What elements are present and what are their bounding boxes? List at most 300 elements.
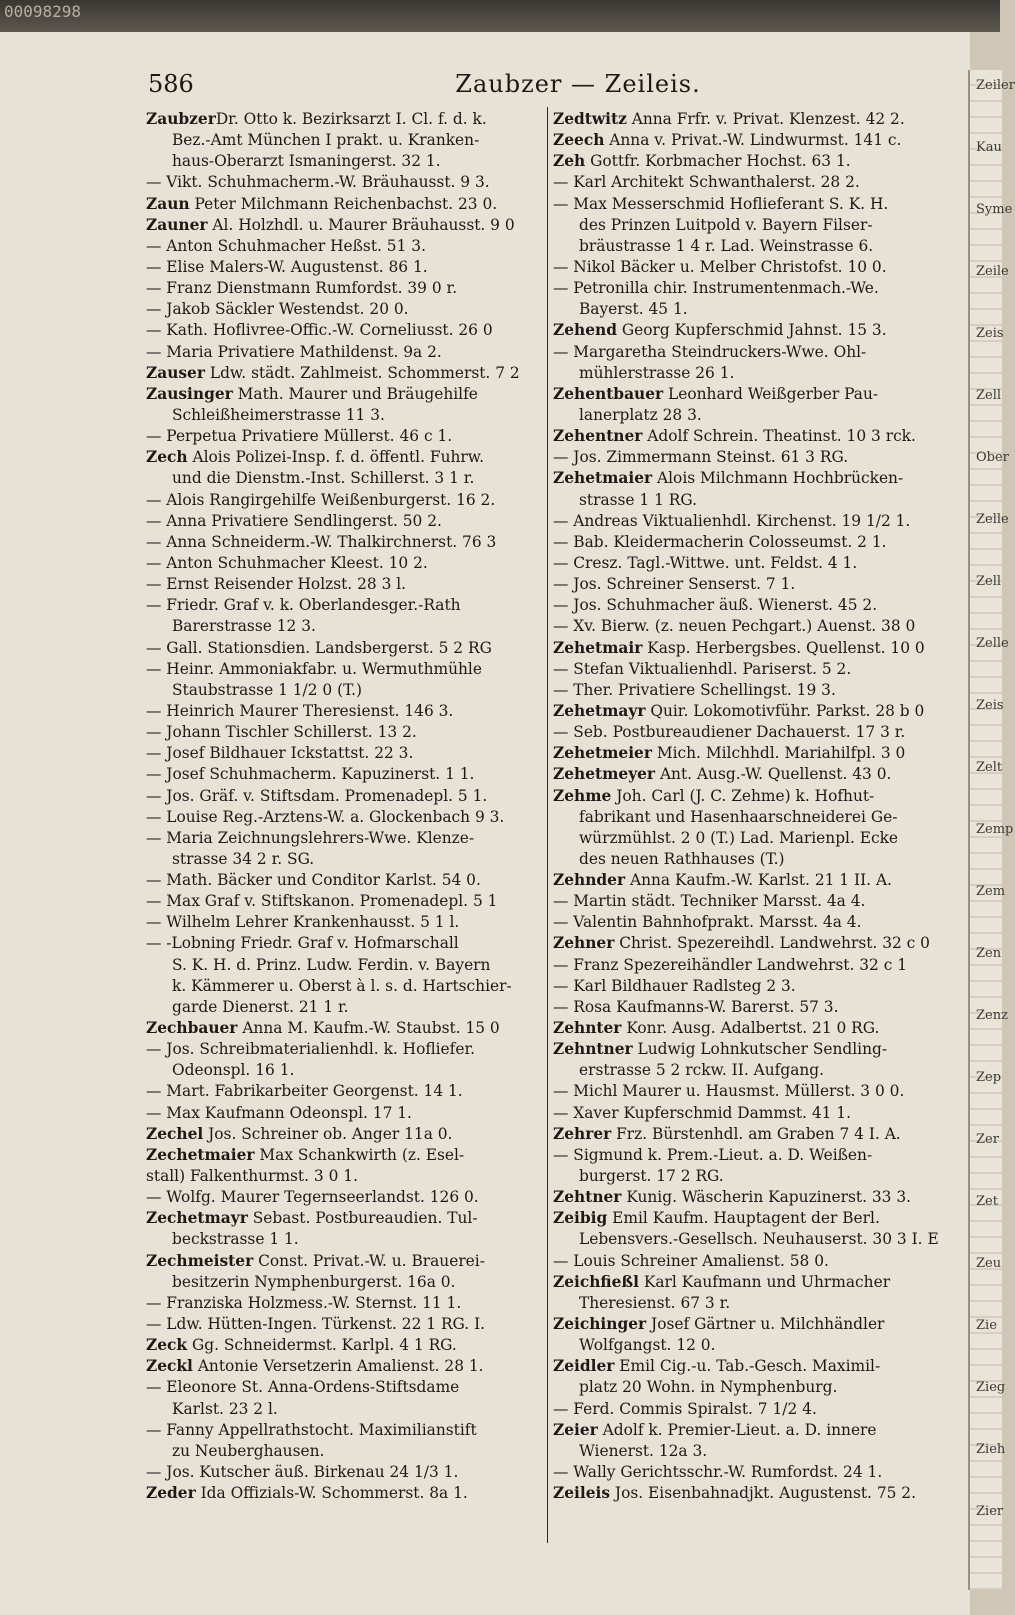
- column-divider: [547, 107, 548, 1543]
- directory-entry-line: [553, 490, 948, 511]
- entry-text: — Anton Schuhmacher Heßst. 51 3.: [146, 236, 426, 255]
- entry-text: — Petronilla chir. Instrumentenmach.-We.: [553, 279, 879, 298]
- directory-entry-line: [146, 490, 541, 511]
- directory-entry-line: [146, 553, 541, 574]
- directory-entry-line: [146, 1251, 541, 1272]
- entry-text: — Josef Schuhmacherm. Kapuzinerst. 1 1.: [146, 765, 475, 784]
- directory-entry-line: [553, 1145, 948, 1166]
- entry-text: würzmühlst. 2 0 (T.) Lad. Marienpl. Ecke: [579, 828, 899, 847]
- entry-text: Adolf k. Premier-Lieut. a. D. innere: [597, 1420, 877, 1439]
- directory-entry-line: [146, 1356, 541, 1377]
- surname-heading: Zeileis: [553, 1484, 611, 1503]
- surname-heading: Zechetmayr: [146, 1209, 248, 1228]
- entry-text: Lebensvers.-Gesellsch. Neuhauserst. 30 3 I. E: [579, 1230, 939, 1249]
- directory-entry-line: [553, 849, 948, 870]
- entry-text: Math. Maurer und Bräugehilfe: [232, 384, 478, 403]
- entry-text: — Johann Tischler Schillerst. 13 2.: [146, 723, 417, 742]
- surname-heading: Zechel: [146, 1124, 204, 1143]
- surname-heading: Zechbauer: [146, 1019, 238, 1038]
- directory-entry-line: [553, 574, 948, 595]
- directory-entry-line: [146, 215, 541, 236]
- directory-entry-line: [146, 638, 541, 659]
- entry-text: — Friedr. Graf v. k. Oberlandesger.-Rath: [146, 596, 461, 615]
- directory-entry-line: [553, 172, 948, 193]
- entry-text: — Wolfg. Maurer Tegernseerlandst. 126 0.: [146, 1188, 479, 1207]
- entry-text: Adolf Schrein. Theatinst. 10 3 rck.: [642, 427, 916, 446]
- entry-text: Dr. Otto k. Bezirksarzt I. Cl. f. d. k.: [215, 110, 487, 128]
- directory-entry-line: [146, 1335, 541, 1356]
- entry-text: — Anton Schuhmacher Kleest. 10 2.: [146, 553, 428, 572]
- directory-entry-line: [553, 320, 948, 341]
- directory-entry-line: [553, 1103, 948, 1124]
- edge-fragment: Zelt: [976, 760, 1003, 775]
- edge-fragment: Syme: [976, 202, 1013, 217]
- directory-entry-line: [146, 1229, 541, 1250]
- entry-text: — Jos. Zimmermann Steinst. 61 3 RG.: [553, 448, 849, 467]
- surname-heading: Zeichfießl: [553, 1272, 639, 1291]
- directory-entry-line: [553, 870, 948, 891]
- entry-text: Max Schankwirth (z. Esel-: [254, 1145, 465, 1164]
- directory-entry-line: [553, 299, 948, 320]
- surname-heading: Zehend: [553, 321, 617, 340]
- directory-entry-line: [553, 109, 948, 130]
- entry-text: Mich. Milchhdl. Mariahilfpl. 3 0: [651, 744, 906, 763]
- entry-text: — Math. Bäcker und Conditor Karlst. 54 0.: [146, 871, 481, 890]
- edge-fragment: Kau: [976, 140, 1002, 155]
- entry-text: k. Kämmerer u. Oberst à l. s. d. Hartschier-: [172, 976, 512, 995]
- entry-text: — Louise Reg.-Arztens-W. a. Glockenbach 9 3.: [146, 807, 505, 826]
- surname-heading: Zechmeister: [146, 1251, 254, 1270]
- surname-heading: Zehentner: [553, 427, 643, 446]
- surname-heading: Zauner: [146, 215, 208, 234]
- entry-text: — Stefan Viktualienhdl. Pariserst. 5 2.: [553, 659, 852, 678]
- directory-entry-line: [146, 1399, 541, 1420]
- entry-text: Const. Privat.-W. u. Brauerei-: [253, 1251, 485, 1270]
- directory-entry-line: [146, 997, 541, 1018]
- directory-entry-line: [146, 764, 541, 785]
- directory-entry-line: [553, 1018, 948, 1039]
- directory-entry-line: [146, 426, 541, 447]
- surname-heading: Zeckl: [146, 1357, 193, 1376]
- directory-entry-line: [146, 1018, 541, 1039]
- directory-entry-line: [146, 194, 541, 215]
- directory-entry-line: [146, 130, 541, 151]
- entry-text: — Valentin Bahnhofprakt. Marsst. 4a 4.: [553, 913, 862, 932]
- directory-entry-line: [146, 532, 541, 553]
- directory-entry-line: [146, 933, 541, 954]
- entry-text: platz 20 Wohn. in Nymphenburg.: [579, 1378, 838, 1397]
- directory-entry-line: [146, 384, 541, 405]
- directory-entry-line: [146, 891, 541, 912]
- edge-fragment: Zep: [976, 1070, 1002, 1085]
- directory-entry-line: [146, 1166, 541, 1187]
- entry-text: und die Dienstm.-Inst. Schillerst. 3 1 r.: [172, 469, 475, 488]
- directory-entry-line: [146, 151, 541, 172]
- entry-text: Antonie Versetzerin Amalienst. 28 1.: [192, 1357, 484, 1376]
- surname-heading: Zeder: [146, 1484, 196, 1503]
- entry-text: Peter Milchmann Reichenbachst. 23 0.: [189, 194, 498, 213]
- entry-text: Staubstrasse 1 1/2 0 (T.): [172, 680, 363, 699]
- entry-text: Gottfr. Korbmacher Hochst. 63 1.: [585, 152, 851, 171]
- directory-entry-line: [553, 1187, 948, 1208]
- directory-entry-line: [146, 1081, 541, 1102]
- entry-text: — Rosa Kaufmanns-W. Barerst. 57 3.: [553, 997, 839, 1016]
- entry-text: — Max Graf v. Stiftskanon. Promenadepl. 5 1: [146, 892, 498, 911]
- directory-entry-line: [146, 511, 541, 532]
- directory-entry-line: [146, 1124, 541, 1145]
- directory-entry-line: [553, 638, 948, 659]
- page-header: [148, 70, 918, 104]
- directory-entry-line: [146, 236, 541, 257]
- directory-entry-line: [146, 257, 541, 278]
- entry-text: Jos. Schreiner ob. Anger 11a 0.: [203, 1124, 453, 1143]
- directory-entry-line: [553, 194, 948, 215]
- entry-text: des neuen Rathhauses (T.): [579, 849, 785, 868]
- page-number: 586: [148, 70, 194, 98]
- directory-entry-line: [553, 976, 948, 997]
- entry-text: Ida Offizials-W. Schommerst. 8a 1.: [195, 1484, 468, 1503]
- entry-text: beckstrasse 1 1.: [172, 1230, 299, 1249]
- directory-entry-line: [553, 1356, 948, 1377]
- entry-text: lanerplatz 28 3.: [579, 405, 702, 424]
- entry-text: haus-Oberarzt Ismaningerst. 32 1.: [172, 152, 441, 171]
- entry-text: — Xv. Bierw. (z. neuen Pechgart.) Auenst. 38 0: [553, 617, 916, 636]
- directory-entry-line: [553, 595, 948, 616]
- entry-text: Sebast. Postbureaudien. Tul-: [247, 1209, 478, 1228]
- entry-text: Emil Cig.-u. Tab.-Gesch. Maximil-: [614, 1357, 881, 1376]
- entry-text: — Wally Gerichtsschr.-W. Rumfordst. 24 1.: [553, 1463, 883, 1481]
- entry-text: — Franz Spezereihändler Landwehrst. 32 c 1: [553, 955, 908, 974]
- scan-code: 00098298: [4, 2, 82, 21]
- surname-heading: Zausinger: [146, 384, 233, 403]
- entry-text: Odeonspl. 16 1.: [172, 1061, 295, 1080]
- directory-entry-line: [146, 320, 541, 341]
- directory-entry-line: [146, 1483, 541, 1504]
- directory-entry-line: [553, 1377, 948, 1398]
- directory-entry-line: [553, 955, 948, 976]
- directory-entry-line: [553, 363, 948, 384]
- entry-text: Anna Frfr. v. Privat. Klenzest. 42 2.: [626, 110, 905, 128]
- entry-text: Ant. Ausg.-W. Quellenst. 43 0.: [655, 765, 892, 784]
- edge-fragment: Zell: [976, 388, 1002, 403]
- entry-text: — Vikt. Schuhmacherm.-W. Bräuhausst. 9 3.: [146, 173, 490, 192]
- directory-entry-line: [553, 1251, 948, 1272]
- entry-text: strasse 34 2 r. SG.: [172, 849, 315, 868]
- surname-heading: Zeck: [146, 1336, 188, 1355]
- entry-text: — Max Kaufmann Odeonspl. 17 1.: [146, 1103, 412, 1122]
- entry-text: — Anna Schneiderm.-W. Thalkirchnerst. 76 3: [146, 532, 497, 551]
- entry-text: — Seb. Postbureaudiener Dachauerst. 17 3 r.: [553, 723, 906, 742]
- entry-text: — Andreas Viktualienhdl. Kirchenst. 19 1/2 1.: [553, 511, 911, 530]
- entry-text: Jos. Eisenbahnadjkt. Augustenst. 75 2.: [610, 1484, 916, 1503]
- directory-entry-line: [146, 1377, 541, 1398]
- entry-text: Christ. Spezereihdl. Landwehrst. 32 c 0: [614, 934, 930, 953]
- entry-text: — Maria Zeichnungslehrers-Wwe. Klenze-: [146, 828, 475, 847]
- directory-entry-line: [553, 532, 948, 553]
- directory-entry-line: [146, 109, 541, 130]
- entry-text: — Sigmund k. Prem.-Lieut. a. D. Weißen-: [553, 1145, 873, 1164]
- edge-fragment: Zenz: [976, 1008, 1008, 1023]
- edge-fragment: Zelle: [976, 512, 1009, 527]
- edge-fragment: Zeis: [976, 326, 1004, 341]
- directory-entry-line: [553, 807, 948, 828]
- directory-entry-line: [146, 722, 541, 743]
- entry-text: — Ernst Reisender Holzst. 28 3 l.: [146, 575, 407, 594]
- directory-entry-line: [553, 257, 948, 278]
- entry-text: — Gall. Stationsdien. Landsbergerst. 5 2 RG: [146, 638, 492, 657]
- edge-fragment: Zet: [976, 1194, 998, 1209]
- entry-text: Gg. Schneidermst. Karlpl. 4 1 RG.: [187, 1336, 457, 1355]
- directory-entry-line: [553, 342, 948, 363]
- directory-entry-line: [146, 659, 541, 680]
- entry-text: — Ferd. Commis Spiralst. 7 1/2 4.: [553, 1399, 817, 1418]
- edge-fragment: Zemp: [976, 822, 1014, 837]
- directory-entry-line: [146, 912, 541, 933]
- scan-top-strip: [0, 0, 1000, 32]
- entry-text: — -Lobning Friedr. Graf v. Hofmarschall: [146, 934, 459, 953]
- entry-text: — Maria Privatiere Mathildenst. 9a 2.: [146, 342, 442, 361]
- directory-entry-line: [146, 701, 541, 722]
- surname-heading: Zehetmaier: [553, 469, 653, 488]
- entry-text: — Elise Malers-W. Augustenst. 86 1.: [146, 257, 428, 276]
- entry-text: — Louis Schreiner Amalienst. 58 0.: [553, 1251, 829, 1270]
- directory-entry-line: [553, 680, 948, 701]
- directory-entry-line: [553, 511, 948, 532]
- entry-text: — Ldw. Hütten-Ingen. Türkenst. 22 1 RG. I.: [146, 1315, 486, 1334]
- directory-entry-line: [146, 574, 541, 595]
- directory-entry-line: [553, 997, 948, 1018]
- surname-heading: Zeier: [553, 1420, 598, 1439]
- directory-entry-line: [146, 299, 541, 320]
- directory-entry-line: [553, 1124, 948, 1145]
- entry-text: Wolfgangst. 12 0.: [579, 1336, 716, 1355]
- entry-text: Bayerst. 45 1.: [579, 300, 688, 319]
- surname-heading: Zeech: [553, 131, 605, 150]
- entry-text: burgerst. 17 2 RG.: [579, 1167, 724, 1186]
- entry-text: — Mart. Fabrikarbeiter Georgenst. 14 1.: [146, 1082, 463, 1101]
- entry-text: — Ther. Privatiere Schellingst. 19 3.: [553, 680, 836, 699]
- surname-heading: Zehme: [553, 786, 612, 805]
- entry-text: Theresienst. 67 3 r.: [579, 1293, 731, 1312]
- directory-entry-line: [146, 1187, 541, 1208]
- directory-entry-line: [553, 701, 948, 722]
- entry-text: Karl Kaufmann und Uhrmacher: [638, 1272, 891, 1291]
- entry-text: — Jos. Schreiner Senserst. 7 1.: [553, 575, 796, 594]
- entry-text: Anna v. Privat.-W. Lindwurmst. 141 c.: [604, 131, 902, 150]
- entry-text: — Eleonore St. Anna-Ordens-Stiftsdame: [146, 1378, 460, 1397]
- directory-entry-line: [146, 172, 541, 193]
- entry-text: bräustrasse 1 4 r. Lad. Weinstrasse 6.: [579, 236, 874, 255]
- entry-text: Alois Polizei-Insp. f. d. öffentl. Fuhrw.: [187, 448, 484, 467]
- entry-text: — Alois Rangirgehilfe Weißenburgerst. 16 2.: [146, 490, 496, 509]
- entry-text: Bez.-Amt München I prakt. u. Kranken-: [172, 131, 480, 150]
- surname-heading: Zehetmeier: [553, 744, 652, 763]
- directory-entry-line: [146, 1060, 541, 1081]
- surname-heading: Zehetmeyer: [553, 765, 656, 784]
- entry-text: Barerstrasse 12 3.: [172, 617, 316, 636]
- directory-entry-line: [146, 786, 541, 807]
- surname-heading: Zaun: [146, 194, 190, 213]
- directory-entry-line: [553, 1441, 948, 1462]
- entry-text: — Margaretha Steindruckers-Wwe. Ohl-: [553, 342, 867, 361]
- entry-text: — Heinr. Ammoniakfabr. u. Wermuthmühle: [146, 659, 482, 678]
- directory-entry-line: [146, 976, 541, 997]
- surname-heading: Zeh: [553, 152, 586, 171]
- directory-entry-line: [146, 849, 541, 870]
- directory-entry-line: [553, 151, 948, 172]
- directory-entry-line: [146, 955, 541, 976]
- entry-text: stall) Falkenthurmst. 3 0 1.: [146, 1167, 358, 1186]
- directory-entry-line: [553, 786, 948, 807]
- directory-entry-line: [553, 1399, 948, 1420]
- entry-text: besitzerin Nymphenburgerst. 16a 0.: [172, 1272, 456, 1291]
- entry-text: — Kath. Hoflivree-Offic.-W. Corneliusst. 26 0: [146, 321, 493, 340]
- directory-entry-line: [553, 659, 948, 680]
- entry-text: Al. Holzhdl. u. Maurer Bräuhausst. 9 0: [207, 215, 515, 234]
- directory-entry-line: [146, 680, 541, 701]
- entry-text: Joh. Carl (J. C. Zehme) k. Hofhut-: [611, 786, 875, 805]
- entry-text: Alois Milchmann Hochbrücken-: [652, 469, 904, 488]
- directory-entry-line: [146, 363, 541, 384]
- entry-text: — Josef Bildhauer Ickstattst. 22 3.: [146, 744, 414, 763]
- entry-text: — Franz Dienstmann Rumfordst. 39 0 r.: [146, 279, 458, 298]
- entry-text: Frz. Bürstenhdl. am Graben 7 4 I. A.: [611, 1124, 901, 1143]
- directory-entry-line: [553, 1483, 948, 1504]
- edge-fragment: Zeile: [976, 264, 1009, 279]
- entry-text: Wienerst. 12a 3.: [579, 1441, 708, 1460]
- surname-heading: Zehntner: [553, 1040, 633, 1059]
- entry-text: — Fanny Appellrathstocht. Maximilianstift: [146, 1420, 477, 1439]
- directory-entry-line: [553, 384, 948, 405]
- directory-entry-line: [553, 1039, 948, 1060]
- entry-text: — Anna Privatiere Sendlingerst. 50 2.: [146, 511, 442, 530]
- directory-entry-line: [146, 1420, 541, 1441]
- directory-entry-line: [553, 468, 948, 489]
- directory-entry-line: [553, 1208, 948, 1229]
- entry-text: Kasp. Herbergsbes. Quellenst. 10 0: [642, 638, 925, 657]
- entry-text: Anna Kaufm.-W. Karlst. 21 1 II. A.: [625, 871, 892, 890]
- directory-entry-line: [146, 743, 541, 764]
- entry-text: Georg Kupferschmid Jahnst. 15 3.: [616, 321, 887, 340]
- edge-fragment: Zem: [976, 884, 1006, 899]
- directory-entry-line: [553, 764, 948, 785]
- directory-entry-line: [146, 1103, 541, 1124]
- entry-text: — Karl Architekt Schwanthalerst. 28 2.: [553, 173, 860, 192]
- entry-text: erstrasse 5 2 rckw. II. Aufgang.: [579, 1061, 825, 1080]
- entry-text: Leonhard Weißgerber Pau-: [663, 384, 879, 403]
- directory-entry-line: [553, 722, 948, 743]
- surname-heading: Zehnder: [553, 871, 626, 890]
- surname-heading: Zehentbauer: [553, 384, 664, 403]
- edge-fragment: Zell: [976, 574, 1002, 589]
- directory-entry-line: [146, 1314, 541, 1335]
- directory-entry-line: [553, 891, 948, 912]
- entry-text: — Nikol Bäcker u. Melber Christofst. 10 0.: [553, 257, 887, 276]
- directory-entry-line: [553, 130, 948, 151]
- surname-heading: Zechetmaier: [146, 1145, 255, 1164]
- entry-text: — Michl Maurer u. Hausmst. Müllerst. 3 0 0.: [553, 1082, 905, 1101]
- entry-text: — Jos. Gräf. v. Stiftsdam. Promenadepl. 5 1.: [146, 786, 488, 805]
- directory-entry-line: [553, 236, 948, 257]
- surname-heading: Zeibig: [553, 1209, 608, 1228]
- edge-fragment: Zelle: [976, 636, 1009, 651]
- next-page-edge: [968, 70, 1015, 1590]
- directory-entry-line: [146, 807, 541, 828]
- entry-text: — Franziska Holzmess.-W. Sternst. 11 1.: [146, 1293, 462, 1312]
- surname-heading: Zehrer: [553, 1124, 612, 1143]
- entry-text: Ludwig Lohnkutscher Sendling-: [632, 1040, 888, 1059]
- directory-entry-line: [553, 553, 948, 574]
- edge-fragment: Zier: [976, 1504, 1004, 1519]
- edge-fragment: Zeu: [976, 1256, 1002, 1271]
- directory-entry-line: [553, 215, 948, 236]
- entry-text: — Jos. Kutscher äuß. Birkenau 24 1/3 1.: [146, 1463, 459, 1481]
- directory-entry-line: [146, 828, 541, 849]
- entry-text: — Wilhelm Lehrer Krankenhausst. 5 1 l.: [146, 913, 460, 932]
- entry-text: zu Neuberghausen.: [172, 1441, 325, 1460]
- directory-entry-line: [146, 1272, 541, 1293]
- directory-entry-line: [553, 426, 948, 447]
- directory-entry-line: [146, 342, 541, 363]
- directory-entry-line: [553, 405, 948, 426]
- directory-entry-line: [553, 1272, 948, 1293]
- surname-heading: Zech: [146, 448, 188, 467]
- directory-entry-line: [146, 1039, 541, 1060]
- entry-text: fabrikant und Hasenhaarschneiderei Ge-: [579, 807, 898, 826]
- edge-fragment: Zieg: [976, 1380, 1006, 1395]
- surname-heading: Zeidler: [553, 1357, 615, 1376]
- directory-entry-line: [146, 1293, 541, 1314]
- edge-fragment: Zieh: [976, 1442, 1006, 1457]
- directory-entry-line: [146, 870, 541, 891]
- directory-entry-line: [553, 1293, 948, 1314]
- edge-fragment: Zer: [976, 1132, 999, 1147]
- surname-heading: Zehner: [553, 934, 615, 953]
- entry-text: strasse 1 1 RG.: [579, 490, 698, 509]
- surname-heading: Zehetmair: [553, 638, 643, 657]
- surname-heading: Zedtwitz: [553, 110, 627, 128]
- directory-entry-line: [146, 1462, 541, 1483]
- entry-text: Josef Gärtner u. Milchhändler: [646, 1315, 885, 1334]
- directory-entry-line: [553, 616, 948, 637]
- directory-entry-line: [553, 278, 948, 299]
- entry-text: Schleißheimerstrasse 11 3.: [172, 405, 385, 424]
- directory-entry-line: [553, 1420, 948, 1441]
- entry-text: Karlst. 23 2 l.: [172, 1399, 278, 1418]
- entry-text: — Karl Bildhauer Radlsteg 2 3.: [553, 976, 796, 995]
- entry-text: Quir. Lokomotivführ. Parkst. 28 b 0: [645, 701, 925, 720]
- directory-entry-line: [553, 1335, 948, 1356]
- directory-entry-line: [553, 933, 948, 954]
- directory-entry-line: [146, 405, 541, 426]
- directory-entry-line: [553, 743, 948, 764]
- directory-entry-line: [553, 447, 948, 468]
- entry-text: — Heinrich Maurer Theresienst. 146 3.: [146, 701, 454, 720]
- entry-text: Emil Kaufm. Hauptagent der Berl.: [607, 1209, 880, 1228]
- directory-entry-line: [553, 1462, 948, 1483]
- entry-text: garde Dienerst. 21 1 r.: [172, 997, 349, 1016]
- entry-text: — Jos. Schuhmacher äuß. Wienerst. 45 2.: [553, 596, 878, 615]
- directory-entry-line: [553, 828, 948, 849]
- directory-entry-line: [146, 616, 541, 637]
- surname-heading: Zaubzer: [146, 110, 216, 128]
- entry-text: — Bab. Kleidermacherin Colosseumst. 2 1.: [553, 532, 887, 551]
- entry-text: — Jakob Säckler Westendst. 20 0.: [146, 300, 409, 319]
- surname-heading: Zehetmayr: [553, 701, 646, 720]
- directory-entry-line: [146, 1145, 541, 1166]
- edge-fragment: Ober: [976, 450, 1009, 465]
- directory-entry-line: [553, 912, 948, 933]
